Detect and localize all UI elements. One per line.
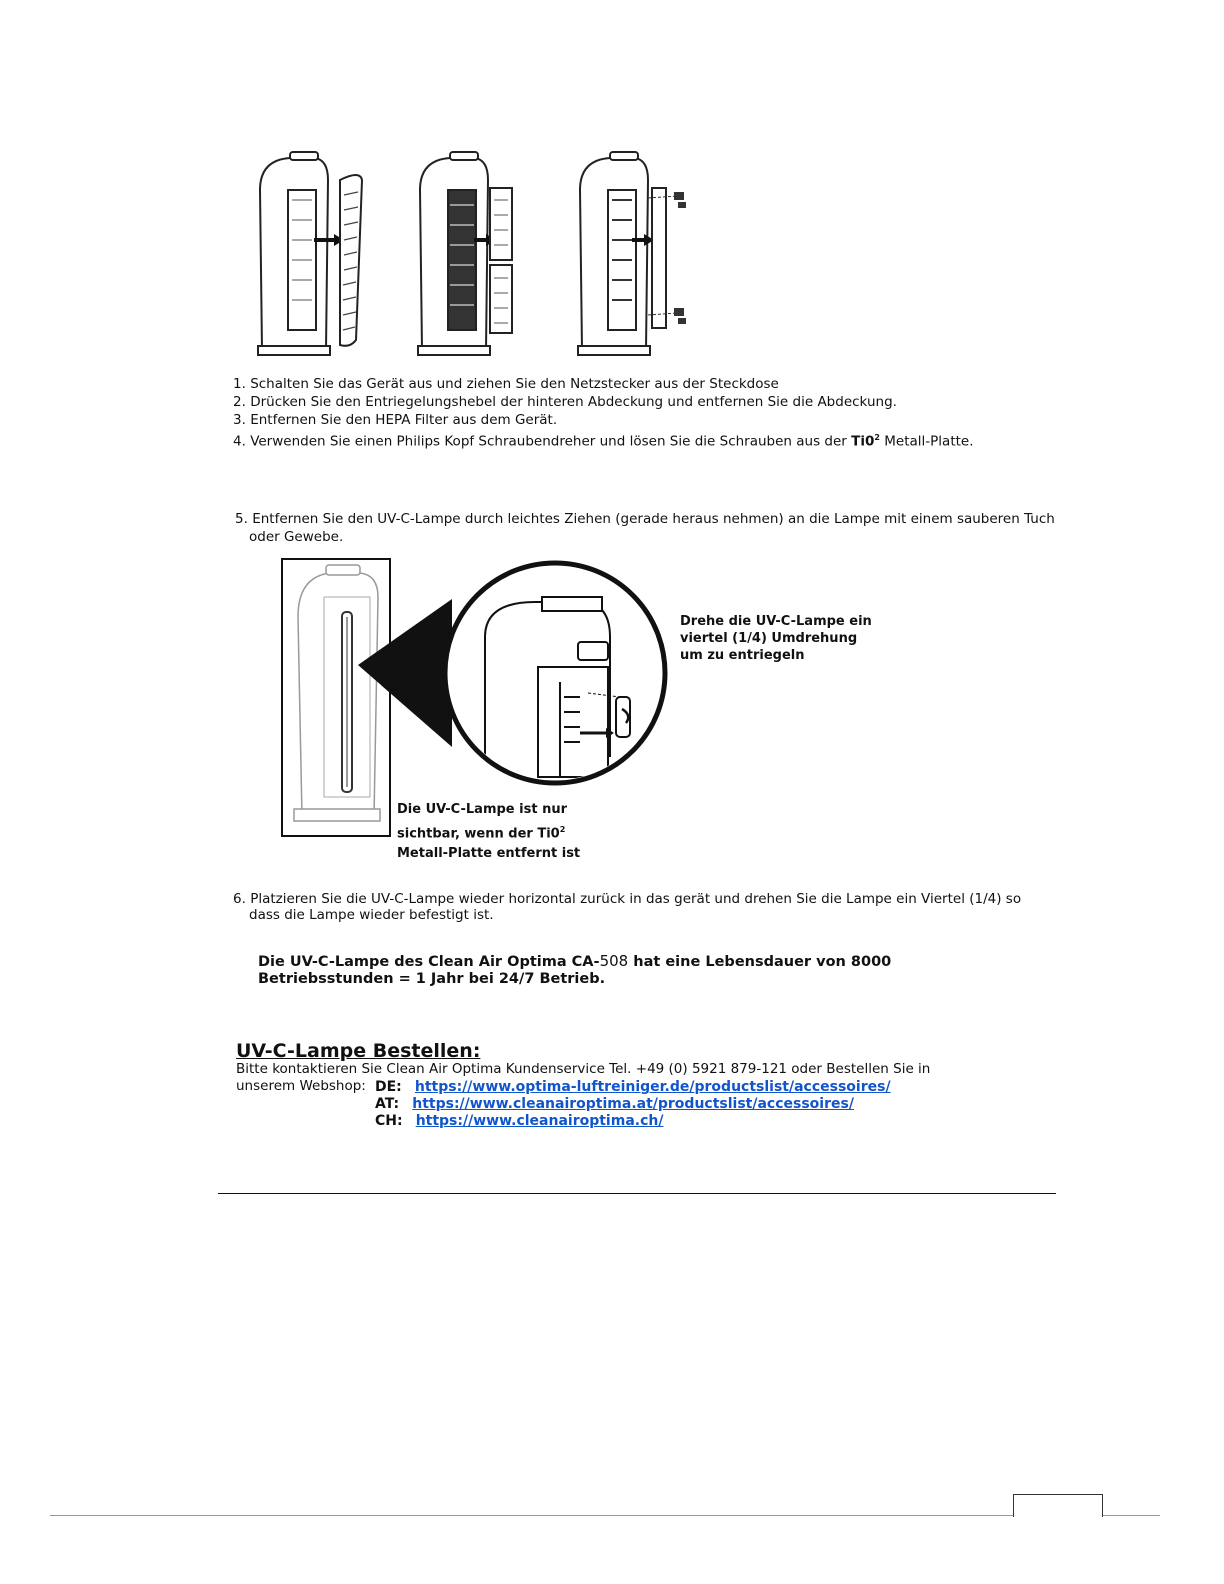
illustration-remove-ti02-plate xyxy=(570,150,700,360)
ti02-superscript: 2 xyxy=(559,825,566,834)
order-link-ch xyxy=(375,1110,663,1129)
webshop-link-de[interactable]: https://www.optima-luftreiniger.de/productslist/accessoires/ xyxy=(414,1079,891,1095)
step-number: 2. xyxy=(233,394,246,410)
step-text: Drücken Sie den Entriegelungshebel der hinteren Abdeckung und entfernen Sie die Abdeckung. xyxy=(250,394,897,410)
illustration-remove-hepa-filter xyxy=(410,150,530,360)
step-text: Schalten Sie das Gerät aus und ziehen Sie den Netzstecker aus der Steckdose xyxy=(250,376,779,392)
step-text: Entfernen Sie den HEPA Filter aus dem Gerät. xyxy=(250,412,558,428)
callout-unlock-instruction xyxy=(680,613,872,664)
step-text-end: Metall-Platte. xyxy=(884,433,974,450)
section-divider xyxy=(218,1193,1056,1194)
footer-rule xyxy=(50,1515,1160,1516)
caption-line: Metall-Platte entfernt ist xyxy=(397,846,581,862)
step-number: 3. xyxy=(233,412,246,428)
step-6-continued: dass die Lampe wieder befestigt ist. xyxy=(249,907,494,923)
order-contact-text: Bitte kontaktieren Sie Clean Air Optima Kundenservice Tel. +49 (0) 5921 879-121 oder Bestellen Sie in xyxy=(236,1061,931,1077)
page-number-tab xyxy=(1013,1494,1103,1517)
caption-lamp-visibility xyxy=(397,800,580,864)
lifespan-text: Betriebsstunden = 1 Jahr bei 24/7 Betrieb. xyxy=(258,971,606,987)
country-label: DE: xyxy=(375,1079,402,1095)
country-label: CH: xyxy=(375,1113,403,1129)
lamp-lifespan-note xyxy=(258,953,891,988)
illustration-remove-cover xyxy=(250,150,370,360)
step-3 xyxy=(233,411,557,429)
step-number: 6. xyxy=(233,891,246,907)
step-text: Entfernen Sie den UV-C-Lampe durch leichtes Ziehen (gerade heraus nehmen) an die Lampe mit einem sauberen Tuch xyxy=(252,511,1055,527)
caption-line: Die UV-C-Lampe ist nur xyxy=(397,802,567,817)
step-number: 4. xyxy=(233,433,246,450)
step-5-continued: oder Gewebe. xyxy=(249,529,344,545)
lifespan-text: Die UV-C-Lampe des Clean Air Optima CA- xyxy=(258,954,600,970)
step-2 xyxy=(233,393,897,411)
ti02-superscript: 2 xyxy=(874,433,880,442)
model-number: 508 xyxy=(599,952,629,970)
order-webshop-label: unserem Webshop: xyxy=(236,1078,366,1094)
caption-line: sichtbar, wenn der Ti0 xyxy=(397,826,560,842)
country-label: AT: xyxy=(375,1096,400,1112)
step-text: Platzieren Sie die UV-C-Lampe wieder horizontal zurück in das gerät und drehen Sie die Lampe ein Viertel (1/4) so xyxy=(250,891,1022,907)
callout-line: um zu entriegeln xyxy=(680,648,805,663)
lifespan-text: hat eine Lebensdauer von 8000 xyxy=(633,954,892,970)
order-section-title: UV-C-Lampe Bestellen: xyxy=(236,1040,481,1062)
webshop-link-at[interactable]: https://www.cleanairoptima.at/productslist/accessoires/ xyxy=(412,1096,854,1112)
callout-line: Drehe die UV-C-Lampe ein xyxy=(680,614,872,629)
step-number: 1. xyxy=(233,376,246,392)
step-5 xyxy=(235,510,1055,528)
step-4 xyxy=(233,429,974,451)
step-1 xyxy=(233,375,779,393)
step-text: Verwenden Sie einen Philips Kopf Schraubendreher und lösen Sie die Schrauben aus der xyxy=(250,433,847,450)
ti02-label: Ti0 xyxy=(851,433,875,450)
step-number: 5. xyxy=(235,511,248,527)
callout-line: viertel (1/4) Umdrehung xyxy=(680,631,858,646)
webshop-link-ch[interactable]: https://www.cleanairoptima.ch/ xyxy=(415,1113,664,1129)
